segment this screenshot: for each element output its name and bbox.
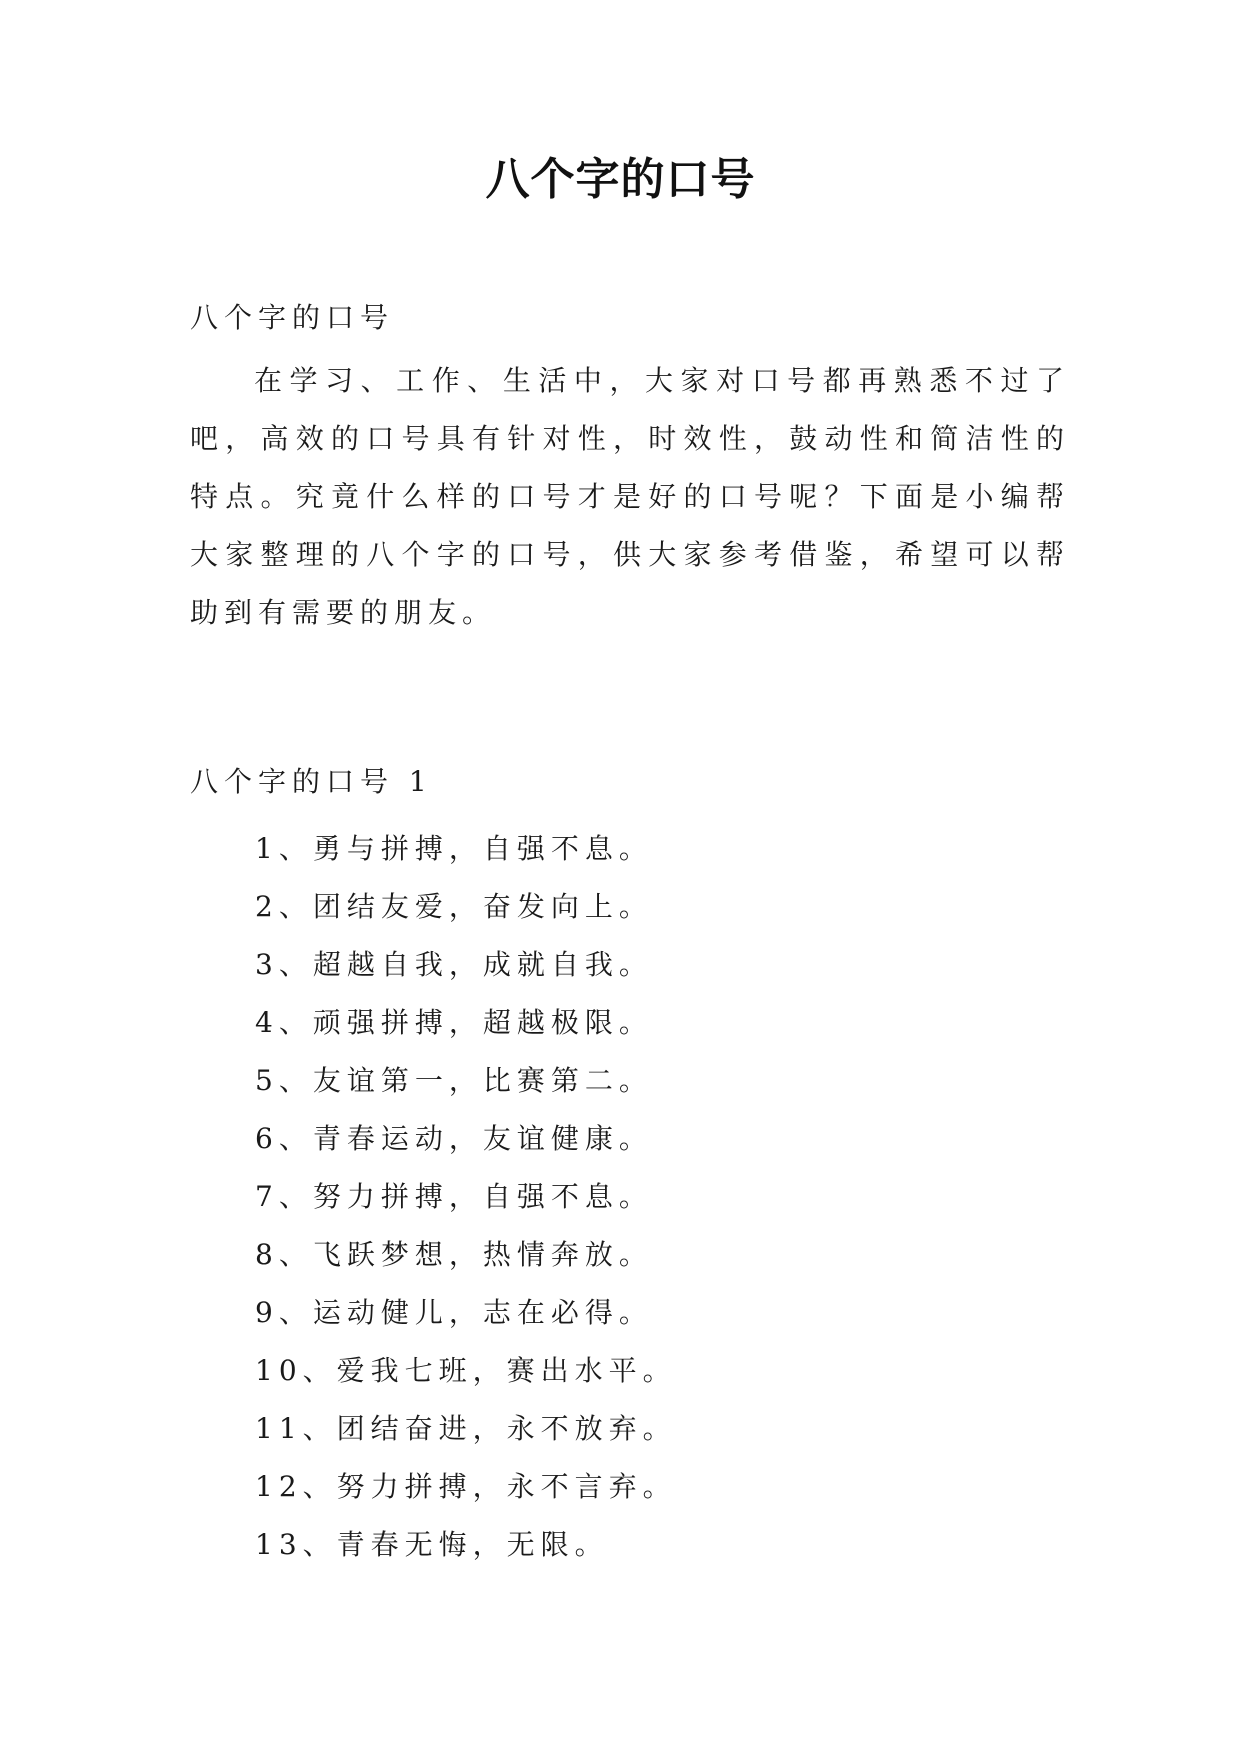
list-item: 9、运动健儿，志在必得。 xyxy=(255,1296,653,1329)
list-item: 2、团结友爱，奋发向上。 xyxy=(255,890,653,923)
list-item: 10、爱我七班，赛出水平。 xyxy=(255,1354,677,1387)
list-item: 12、努力拼搏，永不言弃。 xyxy=(255,1470,677,1503)
list-item: 7、努力拼搏，自强不息。 xyxy=(255,1180,653,1213)
list-item: 5、友谊第一，比赛第二。 xyxy=(255,1064,653,1097)
list-item: 1、勇与拼搏，自强不息。 xyxy=(255,832,653,865)
list-item: 3、超越自我，成就自我。 xyxy=(255,948,653,981)
list-item: 8、飞跃梦想，热情奔放。 xyxy=(255,1238,653,1271)
list-item: 13、青春无悔，无限。 xyxy=(255,1528,609,1561)
intro-heading: 八个字的口号 xyxy=(190,301,395,334)
list-item: 6、青春运动，友谊健康。 xyxy=(255,1122,653,1155)
slogan-list-heading: 八个字的口号 1 xyxy=(190,765,433,798)
document-title: 八个字的口号 xyxy=(485,154,756,205)
list-item: 4、顽强拼搏，超越极限。 xyxy=(255,1006,653,1039)
slogan-list xyxy=(255,820,677,1574)
list-item: 11、团结奋进，永不放弃。 xyxy=(255,1412,677,1445)
intro-paragraph: 在学习、工作、生活中，大家对口号都再熟悉不过了吧，高效的口号具有针对性，时效性，鼓动性和简洁性的特点。究竟什么样的口号才是好的口号呢？下面是小编帮大家整理的八个字的口号，供大家参考借鉴，希望可以帮助到有需要的朋友。 xyxy=(190,364,1070,629)
